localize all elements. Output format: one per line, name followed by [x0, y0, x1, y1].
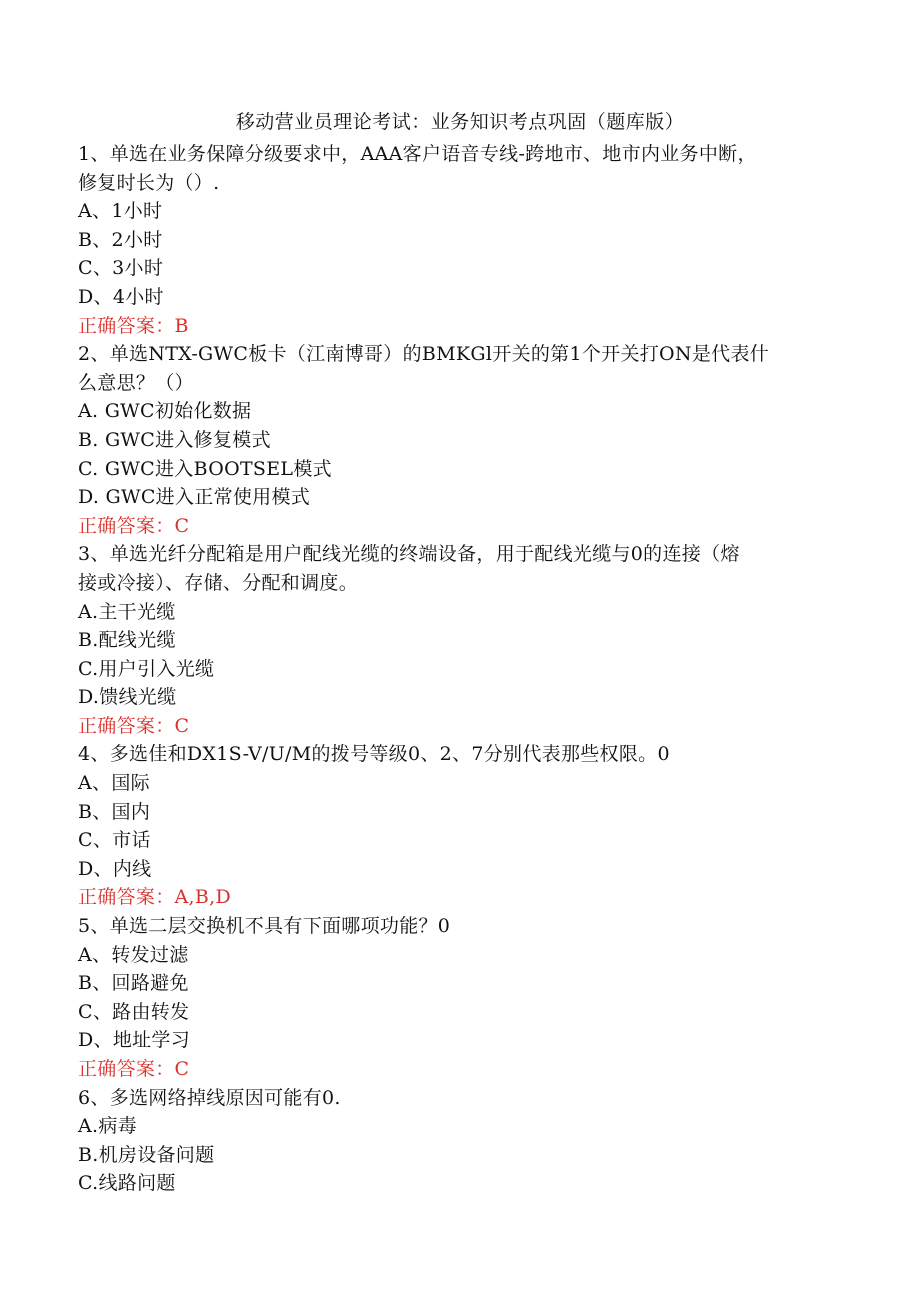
- question-1: [78, 140, 848, 340]
- question-text: 3、单选光纤分配箱是用户配线光缆的终端设备，用于配线光缆与0的连接（熔: [78, 543, 740, 566]
- question-3: [78, 540, 848, 740]
- answer-value: C: [174, 714, 190, 737]
- option-b: B.机房设备问题: [78, 1143, 215, 1166]
- option-a: A. GWC初始化数据: [78, 400, 252, 423]
- answer-label: 正确答案：: [78, 314, 175, 337]
- option-d: D、地址学习: [78, 1029, 191, 1052]
- option-d: D. GWC进入正常使用模式: [78, 486, 311, 509]
- option-b: B、回路避免: [78, 972, 189, 995]
- option-c: C.线路问题: [78, 1172, 176, 1195]
- option-d: D、4小时: [78, 285, 164, 308]
- option-a: A.主干光缆: [78, 600, 176, 623]
- question-text: 4、多选佳和DX1S-V/U/M的拨号等级0、2、7分别代表那些权限。0: [78, 743, 670, 766]
- answer-label: 正确答案：: [78, 1058, 175, 1080]
- question-text: 6、多选网络掉线原因可能有0.: [78, 1086, 341, 1109]
- question-text: 5、单选二层交换机不具有下面哪项功能？0: [78, 915, 451, 938]
- question-6: [78, 1084, 848, 1198]
- question-2: [78, 340, 848, 540]
- option-b: B、2小时: [78, 228, 163, 251]
- answer-value: C: [174, 1058, 190, 1080]
- answer-label: 正确答案：: [78, 714, 175, 737]
- question-text-continued: 修复时长为（）.: [78, 171, 220, 194]
- correct-answer: [78, 883, 848, 912]
- option-b: B.配线光缆: [78, 629, 176, 652]
- question-text-continued: 接或冷接）、存储、分配和调度。: [78, 571, 359, 594]
- correct-answer: [78, 712, 848, 741]
- answer-value: A,B,D: [174, 886, 232, 909]
- answer-value: C: [174, 514, 190, 537]
- answer-label: 正确答案：: [78, 886, 175, 909]
- option-c: C、路由转发: [78, 1000, 190, 1023]
- option-a: A、1小时: [78, 200, 163, 223]
- option-c: C、3小时: [78, 257, 164, 280]
- question-text: 2、单选NTX-GWC板卡（江南博哥）的BMKGl开关的第1个开关打ON是代表什: [78, 343, 770, 366]
- option-c: C. GWC进入BOOTSEL模式: [78, 457, 332, 480]
- option-b: B、国内: [78, 800, 151, 823]
- answer-value: B: [174, 314, 189, 337]
- option-d: D、内线: [78, 857, 152, 880]
- correct-answer: [78, 512, 848, 541]
- option-a: A.病毒: [78, 1115, 137, 1138]
- option-c: C、市话: [78, 829, 151, 852]
- question-text-continued: 么意思？（）: [78, 371, 194, 394]
- option-a: A、国际: [78, 772, 150, 795]
- correct-answer: [78, 312, 848, 341]
- document-title: 移动营业员理论考试：业务知识考点巩固（题库版）: [235, 111, 685, 133]
- answer-label: 正确答案：: [78, 514, 175, 537]
- correct-answer: [78, 1055, 848, 1084]
- option-d: D.馈线光缆: [78, 686, 177, 709]
- question-list: [78, 140, 848, 1198]
- question-text: 1、单选在业务保障分级要求中，AAA客户语音专线-跨地市、地市内业务中断，: [78, 143, 757, 165]
- option-a: A、转发过滤: [78, 943, 189, 966]
- question-4: [78, 740, 848, 912]
- question-5: [78, 912, 848, 1084]
- option-b: B. GWC进入修复模式: [78, 428, 271, 451]
- option-c: C.用户引入光缆: [78, 657, 215, 680]
